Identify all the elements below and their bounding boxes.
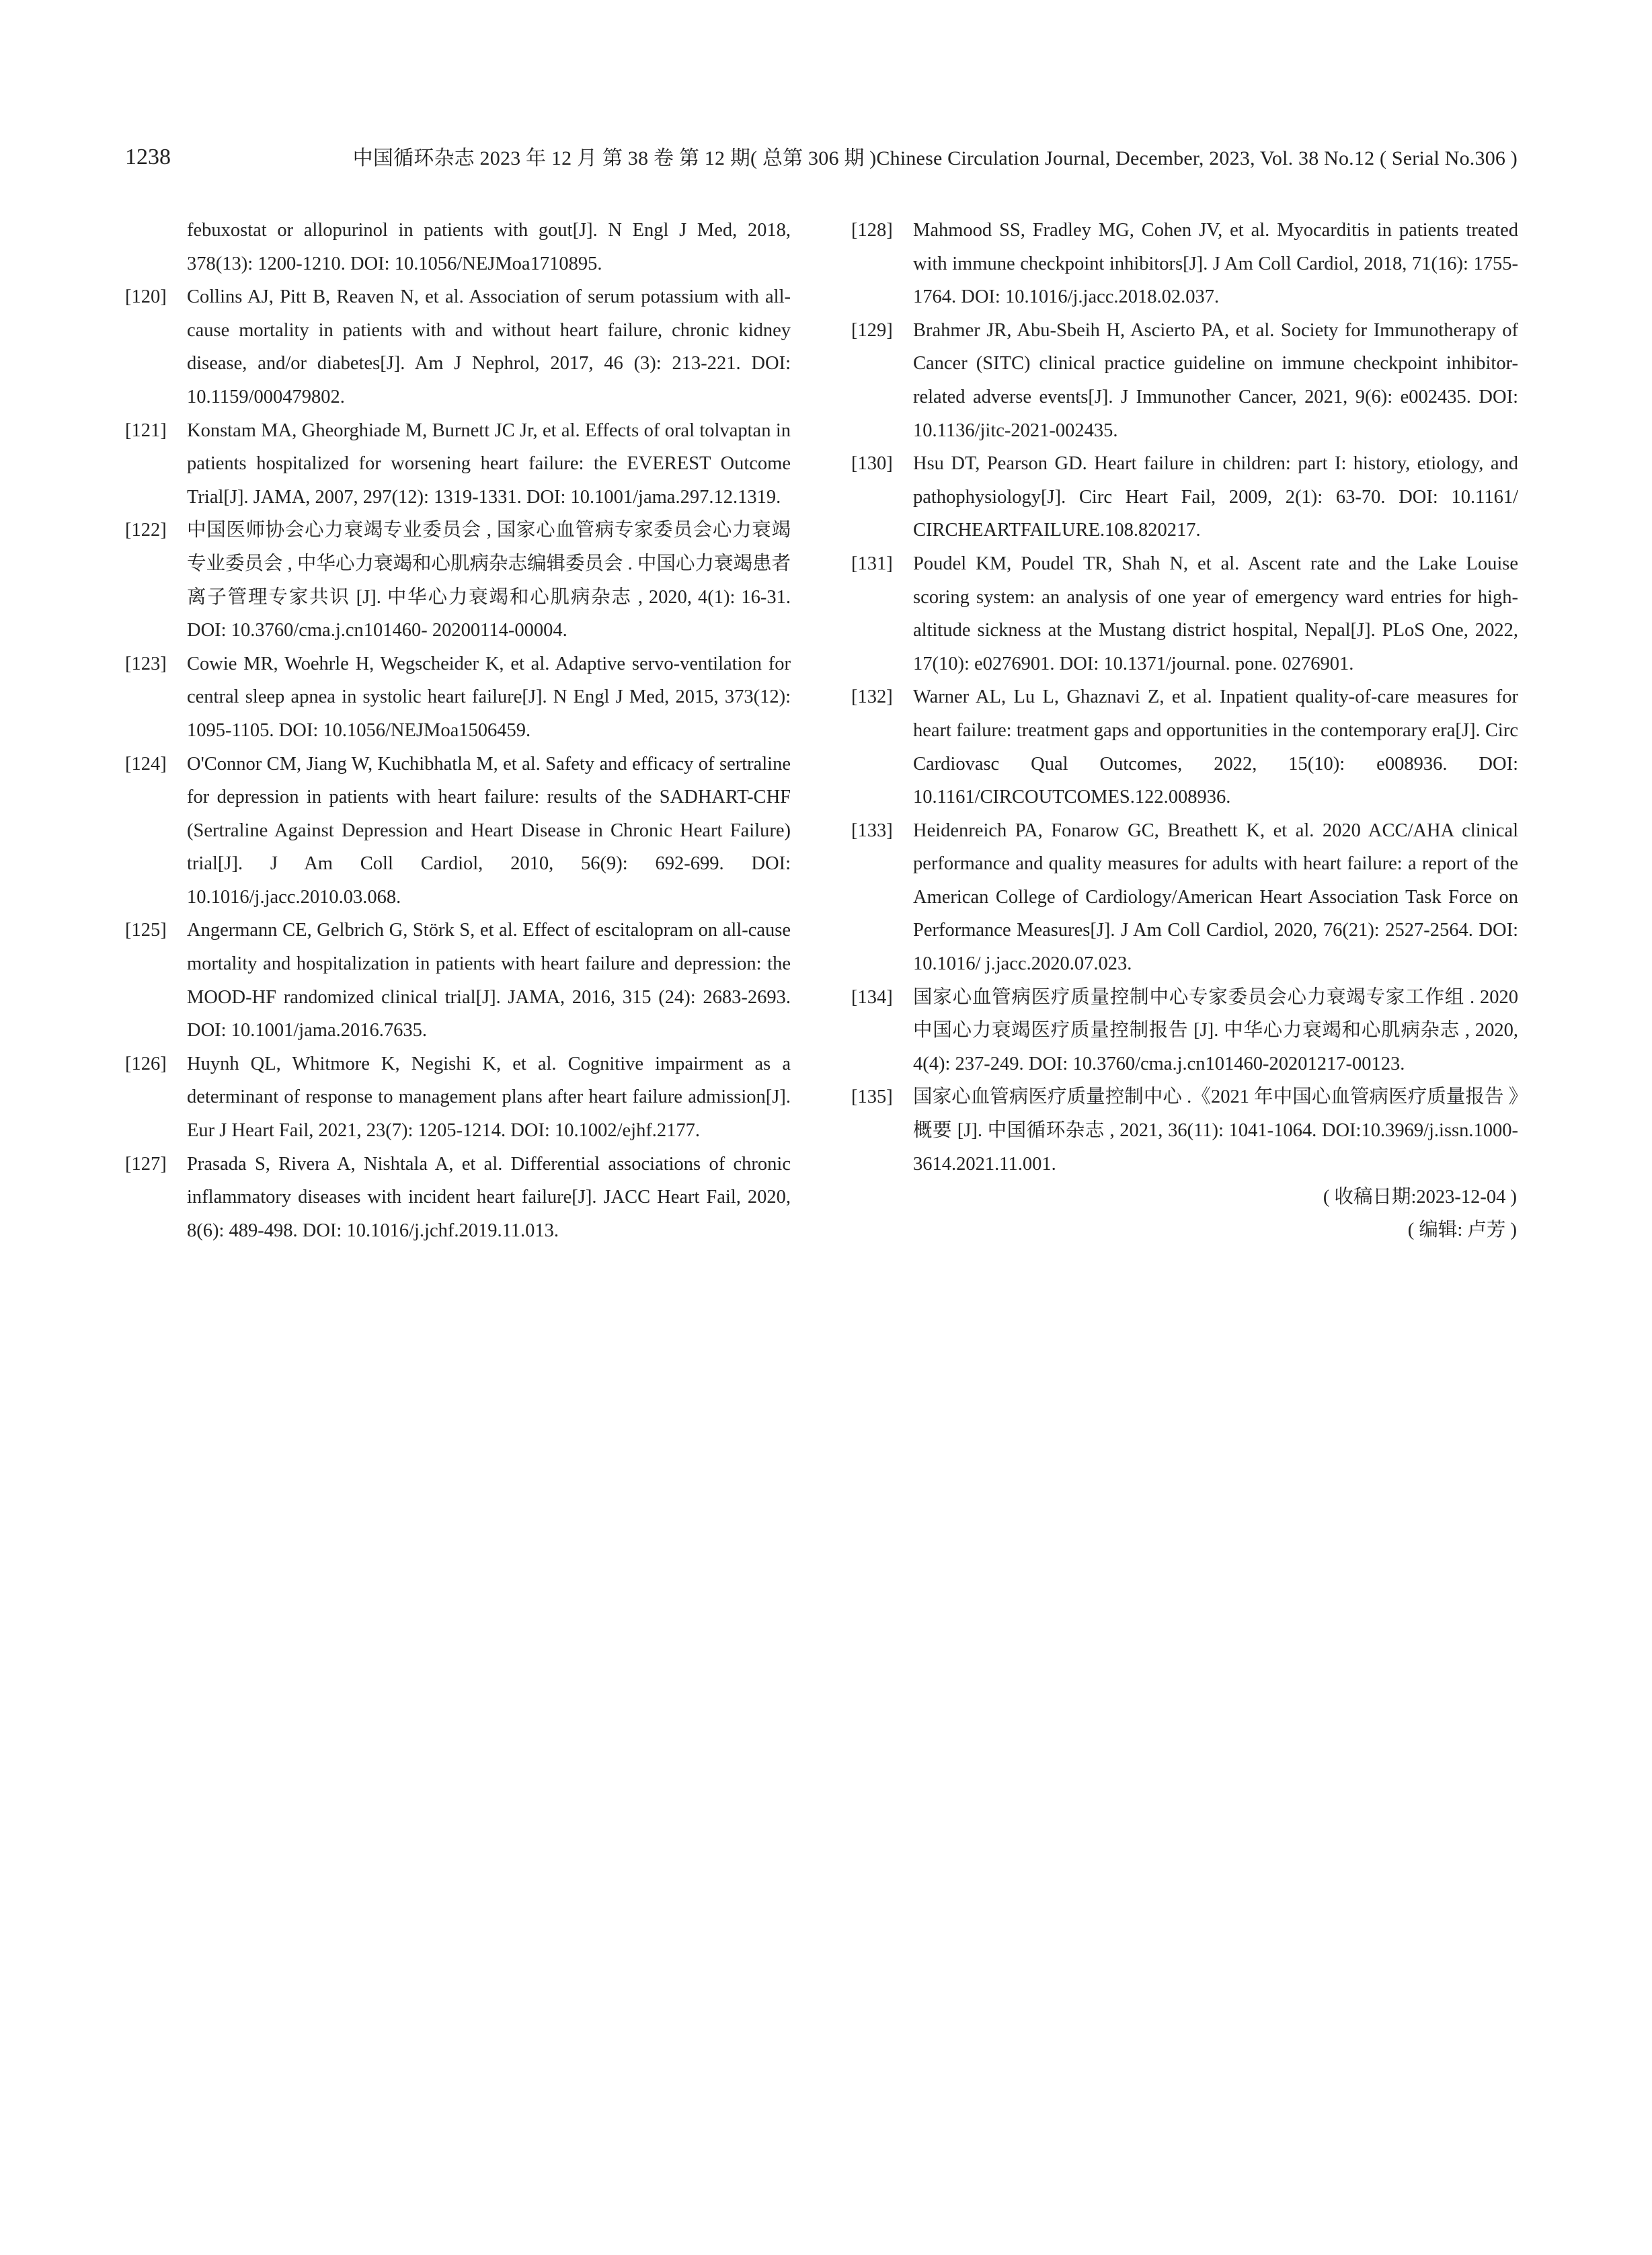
reference-item-123: [125, 647, 791, 748]
reference-item-130: [851, 447, 1518, 547]
reference-number: [128]: [851, 220, 893, 241]
reference-item-120: [125, 280, 791, 413]
reference-item-133: [851, 814, 1518, 981]
reference-item-122: [125, 514, 791, 647]
reference-number: [122]: [125, 520, 167, 541]
reference-column-left: [125, 214, 791, 1247]
reference-number: [125]: [125, 920, 167, 941]
reference-number: [121]: [125, 420, 167, 441]
reference-text: Mahmood SS, Fradley MG, Cohen JV, et al. Myocarditis in patients treated with immune checkpoint inhibitors[J]. J Am Coll Cardiol, 2018, 71(16): 1755-1764. DOI: 10.1016/j.jacc.2018.02.037.: [913, 220, 1518, 308]
reference-text: Prasada S, Rivera A, Nishtala A, et al. Differential associations of chronic inflammatory diseases with incident heart failure[J]. JACC Heart Fail, 2020, 8(6): 489-498. DOI: 10.1016/j.jchf.2019.11.013.: [187, 1153, 791, 1241]
reference-text: Konstam MA, Gheorghiade M, Burnett JC Jr, et al. Effects of oral tolvaptan in patients hospitalized for worsening heart failure: the EVEREST Outcome Trial[J]. JAMA, 2007, 297(12): 1319-1331. DOI: 10.1001/jama.297.12.1319.: [187, 420, 791, 508]
received-date: ( 收稿日期:2023-12-04 ): [1323, 1187, 1517, 1208]
header-rule: [125, 179, 1518, 180]
reference-number: [135]: [851, 1086, 893, 1108]
editor-credit: ( 编辑: 卢芳 ): [1407, 1220, 1517, 1241]
reference-continuation: [125, 214, 791, 280]
reference-number: [133]: [851, 820, 893, 841]
reference-item-124: [125, 748, 791, 914]
reference-text: 国家心血管病医疗质量控制中心 .《2021 年中国心血管病医疗质量报告 》概要 [J]. 中国循环杂志 , 2021, 36(11): 1041-1064. DOI:10.3969/j.issn.1000-3614.2021.11.001.: [913, 1086, 1518, 1175]
reference-number: [134]: [851, 986, 893, 1008]
reference-number: [129]: [851, 319, 893, 341]
reference-text: Heidenreich PA, Fonarow GC, Breathett K, et al. 2020 ACC/AHA clinical performance and quality measures for adults with heart failure: a report of the American College of Cardiology/American Heart Association Task Force on Performance Measures[J]. J Am Coll Cardiol, 2020, 76(21): 2527-2564. DOI: 10.1016/ j.jacc.2020.07.023.: [913, 820, 1518, 975]
reference-item-135: [851, 1080, 1518, 1181]
running-head: 中国循环杂志 2023 年 12 月 第 38 卷 第 12 期( 总第 306 期 )Chinese Circulation Journal, December, 2023, Vol. 38 No.12 ( Serial No.306 ): [352, 147, 1518, 169]
reference-text: 中国医师协会心力衰竭专业委员会 , 国家心血管病专家委员会心力衰竭专业委员会 , 中华心力衰竭和心肌病杂志编辑委员会 . 中国心力衰竭患者离子管理专家共识 [J]. 中华心力衰竭和心肌病杂志 , 2020, 4(1): 16-31. DOI: 10.3760/cma.j.cn101460- 20200114-00004.: [187, 520, 791, 641]
reference-number: [127]: [125, 1153, 167, 1175]
reference-text: O'Connor CM, Jiang W, Kuchibhatla M, et al. Safety and efficacy of sertraline for depression in patients with heart failure: results of the SADHART-CHF (Sertraline Against Depression and Heart Disease in Chronic Heart Failure) trial[J]. J Am Coll Cardiol, 2010, 56(9): 692-699. DOI: 10.1016/j.jacc.2010.03.068.: [187, 753, 791, 908]
reference-column-right: [851, 214, 1518, 1247]
reference-text: Cowie MR, Woehrle H, Wegscheider K, et al. Adaptive servo-ventilation for central sleep apnea in systolic heart failure[J]. N Engl J Med, 2015, 373(12): 1095-1105. DOI: 10.1056/NEJMoa1506459.: [187, 653, 791, 741]
reference-item-129: [851, 314, 1518, 447]
reference-item-128: [851, 214, 1518, 314]
reference-number: [132]: [851, 686, 893, 708]
reference-item-121: [125, 414, 791, 514]
reference-text: 国家心血管病医疗质量控制中心专家委员会心力衰竭专家工作组 . 2020 中国心力衰竭医疗质量控制报告 [J]. 中华心力衰竭和心肌病杂志 , 2020, 4(4): 237-249. DOI: 10.3760/cma.j.cn101460-20201217-00123.: [913, 986, 1518, 1074]
page-number: 1238: [125, 145, 171, 169]
reference-text: Huynh QL, Whitmore K, Negishi K, et al. Cognitive impairment as a determinant of response to management plans after heart failure admission[J]. Eur J Heart Fail, 2021, 23(7): 1205-1214. DOI: 10.1002/ejhf.2177.: [187, 1053, 791, 1142]
reference-number: [123]: [125, 653, 167, 674]
reference-item-132: [851, 680, 1518, 814]
reference-text: Collins AJ, Pitt B, Reaven N, et al. Association of serum potassium with all-cause mortality in patients with and without heart failure, chronic kidney disease, and/or diabetes[J]. Am J Nephrol, 2017, 46 (3): 213-221. DOI: 10.1159/000479802.: [187, 286, 791, 407]
reference-text: Poudel KM, Poudel TR, Shah N, et al. Ascent rate and the Lake Louise scoring system: an analysis of one year of emergency ward entries for high-altitude sickness at the Mustang district hospital, Nepal[J]. PLoS One, 2022, 17(10): e0276901. DOI: 10.1371/journal. pone. 0276901.: [913, 553, 1518, 674]
reference-item-134: [851, 981, 1518, 1081]
reference-number: [124]: [125, 753, 167, 775]
reference-item-127: [125, 1148, 791, 1248]
reference-number: [130]: [851, 453, 893, 475]
reference-number: [120]: [125, 286, 167, 308]
reference-item-126: [125, 1047, 791, 1148]
reference-text: febuxostat or allopurinol in patients with gout[J]. N Engl J Med, 2018, 378(13): 1200-1210. DOI: 10.1056/NEJMoa1710895.: [187, 220, 791, 274]
reference-item-131: [851, 547, 1518, 680]
reference-text: Hsu DT, Pearson GD. Heart failure in children: part I: history, etiology, and pathophysiology[J]. Circ Heart Fail, 2009, 2(1): 63-70. DOI: 10.1161/ CIRCHEARTFAILURE.108.820217.: [913, 453, 1518, 541]
reference-text: Angermann CE, Gelbrich G, Störk S, et al. Effect of escitalopram on all-cause mortality and hospitalization in patients with heart failure and depression: the MOOD-HF randomized clinical trial[J]. JAMA, 2016, 315 (24): 2683-2693. DOI: 10.1001/jama.2016.7635.: [187, 920, 791, 1041]
reference-text: Brahmer JR, Abu-Sbeih H, Ascierto PA, et al. Society for Immunotherapy of Cancer (SITC) clinical practice guideline on immune checkpoint inhibitor-related adverse events[J]. J Immunother Cancer, 2021, 9(6): e002435. DOI: 10.1136/jitc-2021-002435.: [913, 319, 1518, 441]
reference-text: Warner AL, Lu L, Ghaznavi Z, et al. Inpatient quality-of-care measures for heart failure: treatment gaps and opportunities in the contemporary era[J]. Circ Cardiovasc Qual Outcomes, 2022, 15(10): e008936. DOI: 10.1161/CIRCOUTCOMES.122.008936.: [913, 686, 1518, 808]
reference-number: [126]: [125, 1053, 167, 1074]
reference-number: [131]: [851, 553, 893, 574]
reference-item-125: [125, 914, 791, 1047]
